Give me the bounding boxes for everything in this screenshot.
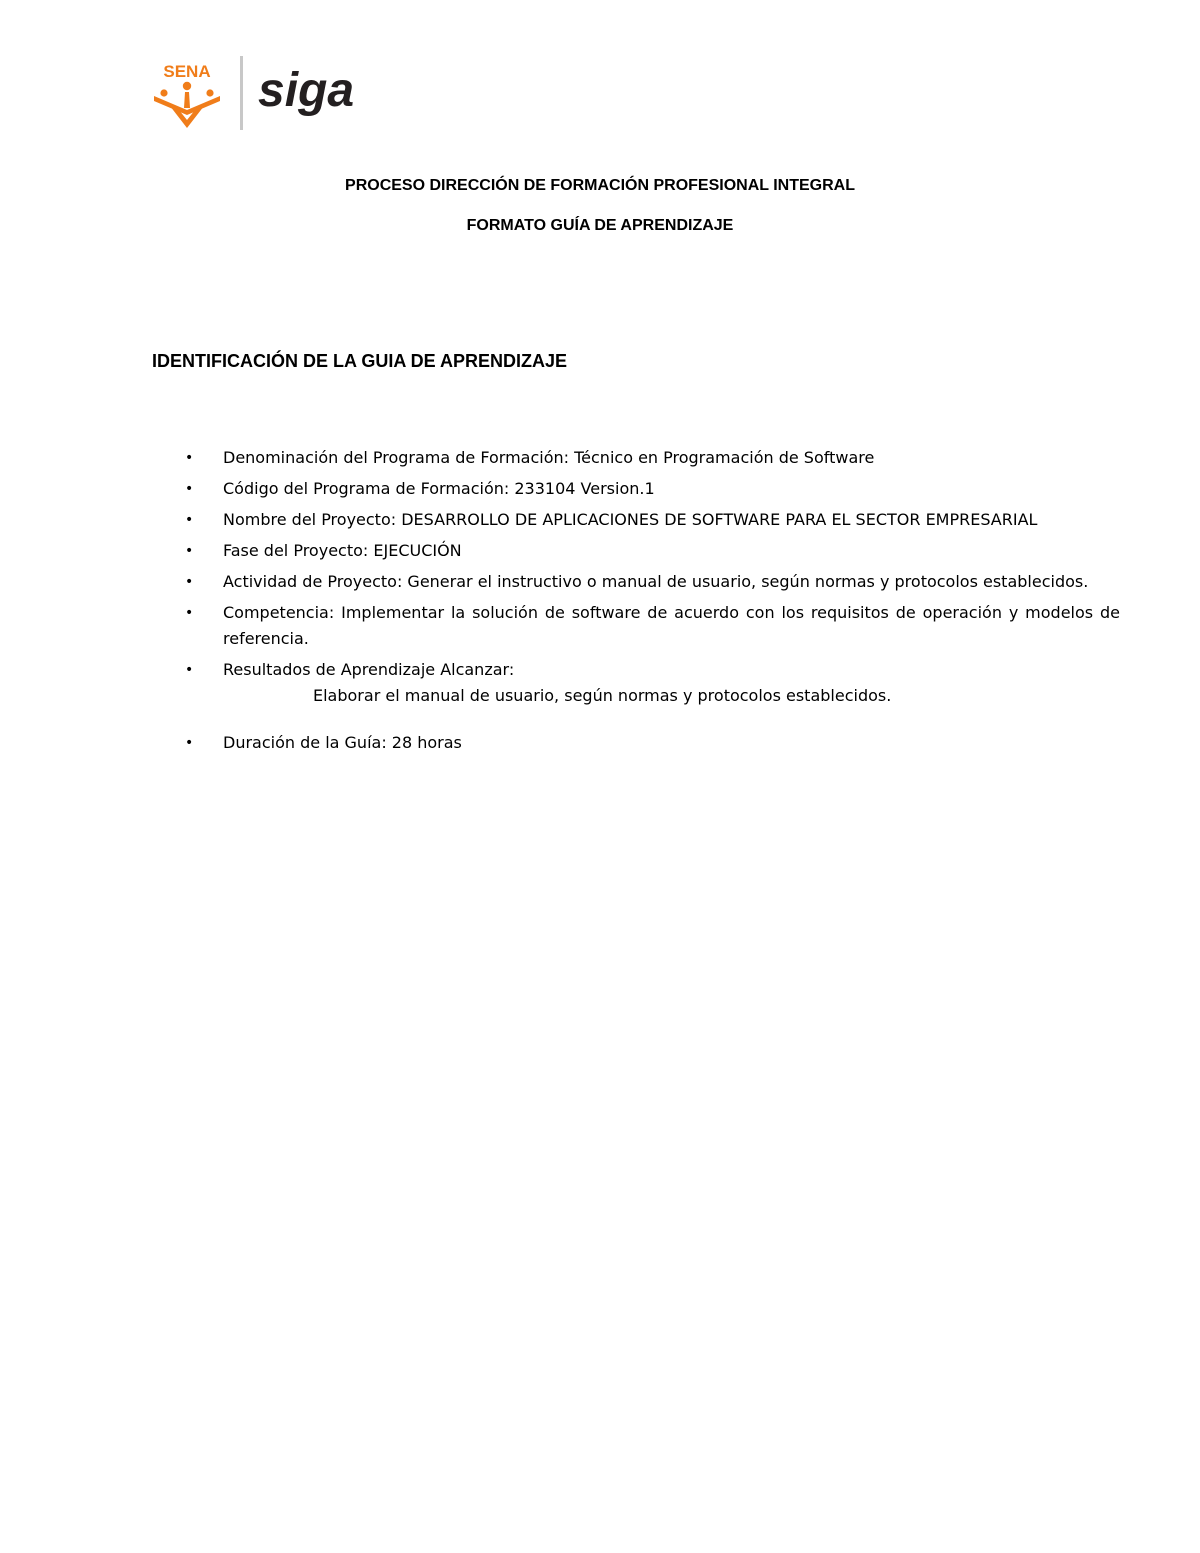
guide-info-list: [180, 445, 1120, 761]
item-value: Generar el instructivo o manual de usuario, según normas y protocolos establecidos.: [407, 572, 1089, 591]
item-label: Fase del Proyecto:: [223, 541, 369, 560]
sena-logo: [150, 60, 224, 130]
bullet-icon: •: [185, 481, 194, 497]
list-item-competence: [180, 600, 1120, 652]
item-value: 28 horas: [391, 733, 462, 752]
bullet-icon: •: [185, 543, 194, 559]
list-item-learning-results: [180, 657, 1120, 709]
list-item-project-phase: [180, 538, 1120, 564]
bullet-icon: •: [185, 574, 194, 590]
logo-divider: [240, 56, 243, 130]
item-label: Nombre del Proyecto:: [223, 510, 397, 529]
item-label: Duración de la Guía:: [223, 733, 387, 752]
list-item-program-name: [180, 445, 1120, 471]
bullet-icon: •: [185, 735, 194, 751]
bullet-icon: •: [185, 450, 194, 466]
list-item-project-activity: [180, 569, 1120, 595]
list-item-guide-duration: [180, 730, 1120, 756]
item-value: DESARROLLO DE APLICACIONES DE SOFTWARE PARA EL SECTOR EMPRESARIAL: [401, 510, 1038, 529]
item-label: Resultados de Aprendizaje Alcanzar:: [223, 660, 515, 679]
sena-logo-text: SENA: [163, 62, 211, 81]
item-value: 233104 Version.1: [514, 479, 655, 498]
bullet-icon: •: [185, 605, 194, 621]
bullet-icon: •: [185, 512, 194, 528]
item-label: Actividad de Proyecto:: [223, 572, 403, 591]
item-label: Código del Programa de Formación:: [223, 479, 510, 498]
item-label: Competencia:: [223, 603, 335, 622]
siga-logo-text: siga: [258, 66, 355, 117]
format-title: FORMATO GUÍA DE APRENDIZAJE: [466, 217, 734, 234]
item-label: Denominación del Programa de Formación:: [223, 448, 570, 467]
list-item-project-name: [180, 507, 1120, 533]
siga-logo: [256, 66, 380, 118]
list-item-program-code: [180, 476, 1120, 502]
process-title: PROCESO DIRECCIÓN DE FORMACIÓN PROFESIONAL INTEGRAL: [345, 177, 855, 194]
item-value: Implementar la solución de software de acuerdo con los requisitos de operación y modelos de referencia.: [223, 603, 1120, 648]
item-value: EJECUCIÓN: [373, 541, 462, 560]
item-value: Técnico en Programación de Software: [574, 448, 875, 467]
header-logos: [150, 52, 390, 132]
item-value: Elaborar el manual de usuario, según normas y protocolos establecidos.: [313, 686, 892, 705]
bullet-icon: •: [185, 662, 194, 678]
section-heading: IDENTIFICACIÓN DE LA GUIA DE APRENDIZAJE: [152, 351, 568, 371]
